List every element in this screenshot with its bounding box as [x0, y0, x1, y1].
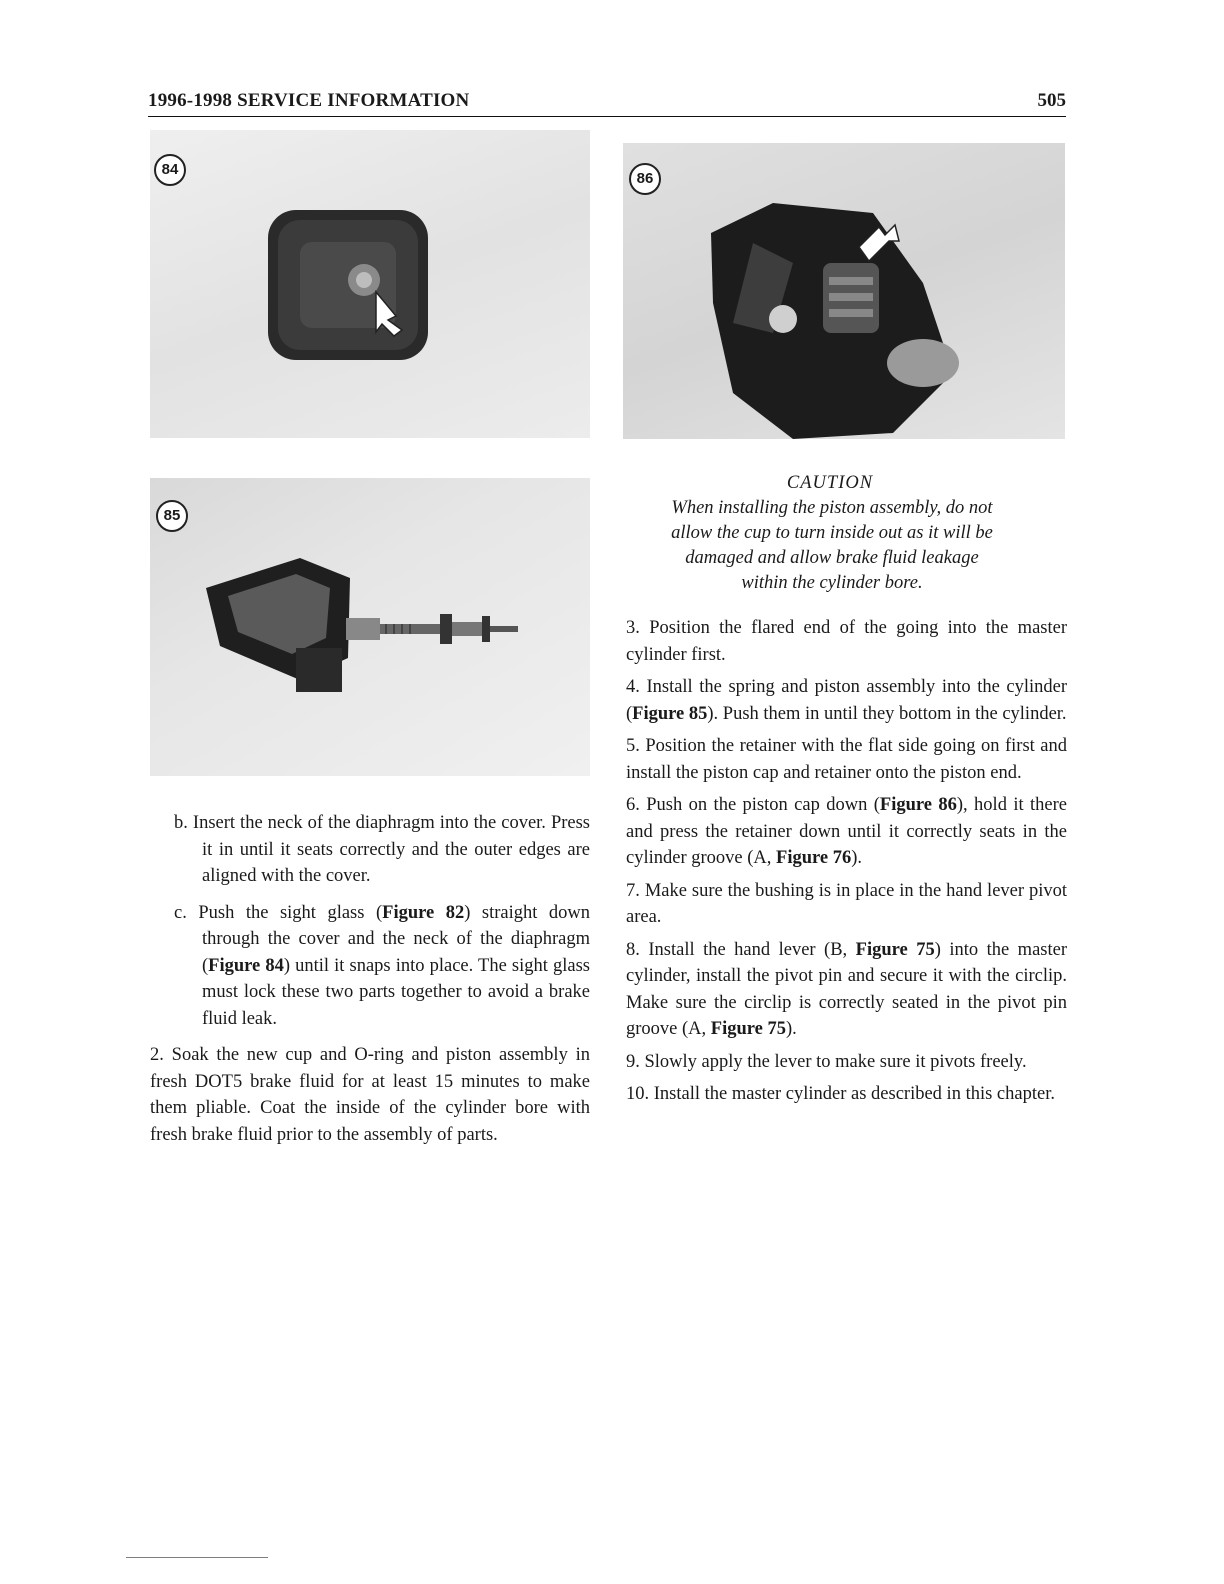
- step-c-text-3: ) until it snaps into place. The sight glass must lock these two parts together to avoid a brake fluid leak.: [202, 955, 590, 1029]
- piston-cap-illustration: [623, 143, 1065, 439]
- left-column-text: [150, 810, 590, 1154]
- step-c-marker: c.: [174, 902, 187, 923]
- step-c-text-1: Push the sight glass (: [198, 902, 383, 923]
- step-3: 3. Position the flared end of the going into the master cylinder first.: [626, 618, 1067, 665]
- step-7: 7. Make sure the bushing is in place in the hand lever pivot area.: [626, 880, 1067, 927]
- step-b: [150, 810, 590, 890]
- figure-86-badge: 86: [629, 163, 661, 195]
- caution-text: When installing the piston assembly, do not allow the cup to turn inside out as it will be damaged and allow brake fluid leakage within the cylinder bore.: [671, 498, 993, 593]
- step-c: [150, 900, 590, 1033]
- figure-82-reference: Figure 82: [382, 902, 465, 923]
- master-cylinder-piston-illustration: [150, 478, 590, 776]
- figure-84-badge: 84: [154, 154, 186, 186]
- step-5: 5. Position the retainer with the flat side going on first and install the piston cap and retainer onto the piston end.: [626, 736, 1067, 783]
- step-4: [626, 674, 1067, 727]
- step-6-text-2: ), hold it there and press the retainer down until it correctly seats in the cylinder groove (A,: [626, 795, 1067, 868]
- figure-75-reference-2: Figure 75: [710, 1019, 786, 1039]
- step-4-text-1: 4. Install the spring and piston assembly into the cylinder (: [626, 677, 1067, 724]
- step-b-text: Insert the neck of the diaphragm into the cover. Press it in until it seats correctly and the outer edges are aligned with the cover.: [192, 813, 591, 886]
- step-b-marker: b.: [174, 813, 188, 833]
- step-6: [626, 792, 1067, 872]
- sight-glass-cover-illustration: [150, 130, 590, 438]
- step-6-text-1: 6. Push on the piston cap down (: [626, 795, 880, 815]
- footer-divider: [126, 1557, 268, 1558]
- caution-heading: CAUTION: [786, 473, 874, 493]
- step-4-text-2: ). Push them in until they bottom in the cylinder.: [707, 703, 1067, 724]
- figure-86-reference: Figure 86: [879, 795, 957, 815]
- page-header: [148, 88, 1066, 117]
- figure-84-photo: [150, 130, 590, 438]
- step-8-text-1: 8. Install the hand lever (B,: [626, 939, 856, 960]
- step-6-text-3: ).: [851, 848, 863, 868]
- figure-75-reference: Figure 75: [855, 939, 935, 960]
- figure-85-badge: 85: [156, 500, 188, 532]
- step-9: 9. Slowly apply the lever to make sure it pivots freely.: [626, 1051, 1027, 1072]
- page-number: 505: [1037, 90, 1066, 111]
- figure-86-photo: [623, 143, 1065, 439]
- figure-84-reference: Figure 84: [208, 955, 284, 976]
- step-2: 2. Soak the new cup and O-ring and piston assembly in fresh DOT5 brake fluid for at least 15 minutes to make them pliable. Coat the inside of the cylinder bore with fresh brake fluid prior to the assembly of parts.: [150, 1045, 590, 1145]
- right-column-text: [626, 615, 1067, 1114]
- figure-85-reference: Figure 85: [632, 703, 708, 724]
- step-8-text-3: ).: [785, 1019, 797, 1039]
- figure-85-photo: [150, 478, 590, 776]
- running-title: 1996-1998 SERVICE INFORMATION: [148, 90, 470, 111]
- step-8-text-2: ) into the master cylinder, install the pivot pin and secure it with the circlip. Make sure the circlip is correctly seated in the pivot pin groove (A,: [626, 939, 1067, 1039]
- step-8: [626, 937, 1067, 1043]
- figure-76-reference: Figure 76: [776, 848, 852, 868]
- step-c-text-2: ) straight down through the cover and the neck of the diaphragm (: [202, 902, 590, 976]
- step-10: 10. Install the master cylinder as described in this chapter.: [626, 1084, 1055, 1104]
